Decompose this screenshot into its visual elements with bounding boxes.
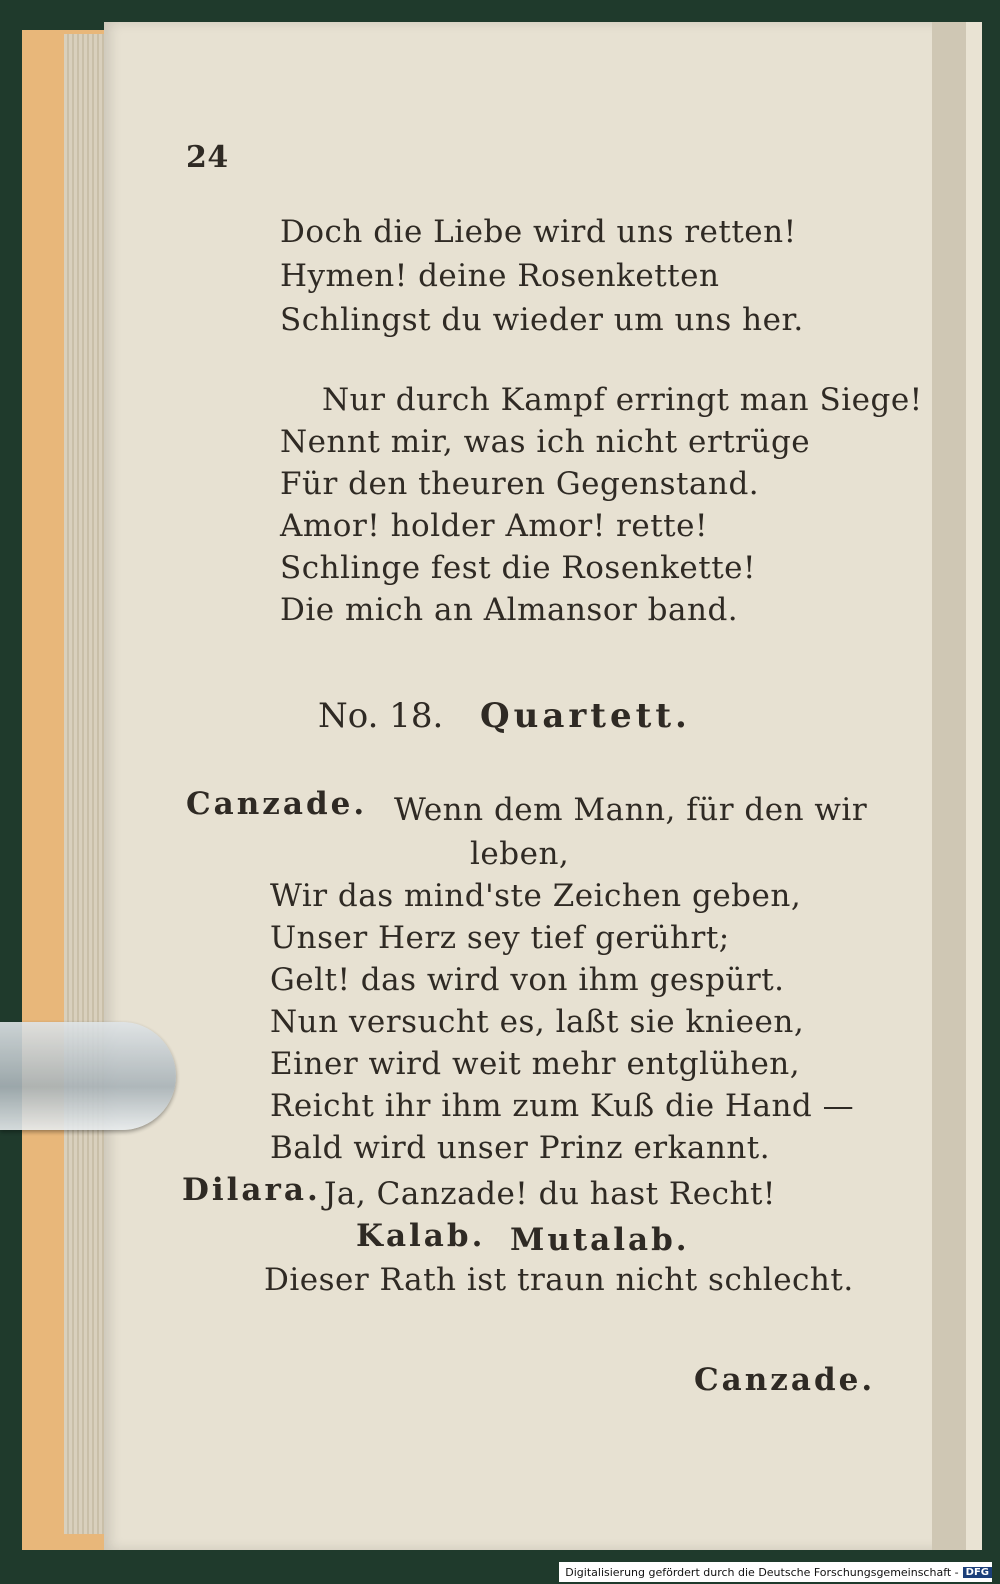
verse-line: Nun versucht es, laßt sie knieen,	[270, 1004, 805, 1040]
speaker-name: Canzade.	[186, 786, 368, 822]
verse-line: Doch die Liebe wird uns retten!	[280, 214, 797, 250]
verse-line: Wenn dem Mann, für den wir	[394, 792, 868, 828]
speaker-name: Mutalab.	[510, 1222, 690, 1258]
verse-line: Dieser Rath ist traun nicht schlecht.	[264, 1262, 854, 1298]
page-number: 24	[186, 140, 229, 175]
speaker-name: Kalab.	[356, 1218, 486, 1254]
speaker-name: Dilara.	[182, 1172, 321, 1208]
dfg-logo: DFG	[963, 1567, 992, 1578]
page-clip	[0, 1022, 176, 1130]
verse-line: Einer wird weit mehr entglühen,	[270, 1046, 801, 1082]
verse-line: Für den theuren Gegenstand.	[280, 466, 760, 502]
verse-line: Nur durch Kampf erringt man Siege!	[322, 382, 923, 418]
section-title: Quartett.	[480, 696, 691, 736]
verse-line: Ja, Canzade! du hast Recht!	[324, 1176, 776, 1212]
section-number: No. 18.	[318, 696, 444, 736]
verse-line: Die mich an Almansor band.	[280, 592, 739, 628]
verse-line: Nennt mir, was ich nicht ertrüge	[280, 424, 811, 460]
verse-line: Unser Herz sey tief gerührt;	[270, 920, 730, 956]
verse-line: Reicht ihr ihm zum Kuß die Hand —	[270, 1088, 855, 1124]
verse-line: Gelt! das wird von ihm gespürt.	[270, 962, 785, 998]
gutter-shadow	[932, 22, 966, 1550]
verse-line: leben,	[470, 836, 570, 872]
verse-line: Hymen! deine Rosenketten	[280, 258, 720, 294]
verse-line: Schlinge fest die Rosenkette!	[280, 550, 756, 586]
footer-credit	[559, 1562, 992, 1582]
catchword: Canzade.	[694, 1362, 876, 1398]
verse-line: Bald wird unser Prinz erkannt.	[270, 1130, 771, 1166]
verse-line: Wir das mind'ste Zeichen geben,	[270, 878, 802, 914]
facing-page-edge	[966, 22, 982, 1550]
footer-text: Digitalisierung gefördert durch die Deutsche Forschungsgemeinschaft -	[565, 1565, 959, 1579]
verse-line: Schlingst du wieder um uns her.	[280, 302, 804, 338]
verse-line: Amor! holder Amor! rette!	[280, 508, 708, 544]
